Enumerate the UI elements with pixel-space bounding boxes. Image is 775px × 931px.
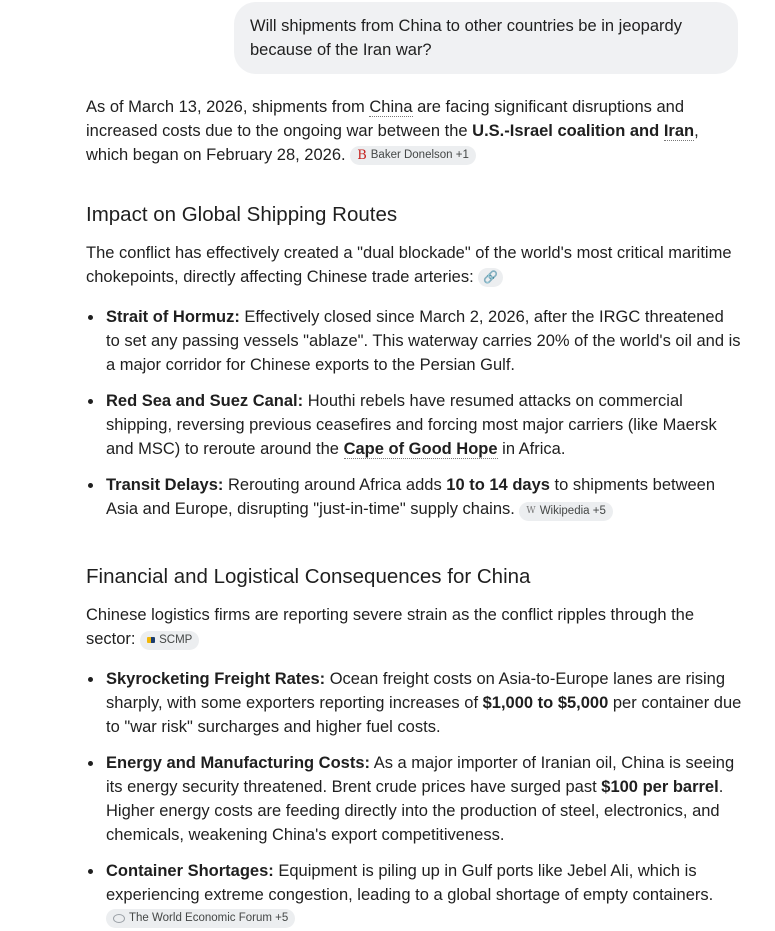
list-item xyxy=(86,305,742,377)
bullet-bold: 10 to 14 days xyxy=(446,476,550,494)
bullet-text: in Africa. xyxy=(497,440,566,458)
bullet-text: per container due to "war risk" surcharges and higher fuel costs. xyxy=(106,694,742,736)
link-icon: 🔗 xyxy=(483,270,499,284)
source-chip-label: The World Economic Forum +5 xyxy=(129,912,289,924)
section-heading-financial-consequences: Financial and Logistical Consequences for China xyxy=(86,565,531,588)
bullet-text: As a major importer of Iranian oil, China is seeing its energy security threatened. Brent crude prices have surged past xyxy=(106,754,735,796)
bullet-text: to shipments between Asia and Europe, disrupting "just-in-time" supply chains. xyxy=(106,476,716,518)
bullet-title: Strait of Hormuz: xyxy=(106,308,240,326)
list-item xyxy=(86,389,742,461)
source-chip-wikipedia[interactable] xyxy=(519,502,612,521)
bullet-text: Houthi rebels have resumed attacks on commercial shipping, reversing previous ceasefires and forcing most major carriers (like Maersk and MSC) to reroute around the xyxy=(106,392,717,458)
source-chip-world-economic-forum[interactable] xyxy=(106,909,295,928)
bullet-title: Container Shortages: xyxy=(106,862,274,880)
list-item xyxy=(86,667,742,739)
bullet-bold: $1,000 to $5,000 xyxy=(482,694,609,712)
iran-link[interactable]: Iran xyxy=(663,122,695,140)
source-chip-label: Baker Donelson +1 xyxy=(370,149,469,161)
user-message-bubble xyxy=(234,2,738,74)
section2-lead xyxy=(86,603,742,651)
list-item xyxy=(86,751,742,847)
coalition-bold: U.S.-Israel coalition and xyxy=(472,122,664,140)
wikipedia-icon: W xyxy=(526,506,536,516)
source-chip-scmp[interactable] xyxy=(140,631,199,650)
baker-donelson-icon: B xyxy=(357,148,367,163)
bullet-title: Red Sea and Suez Canal: xyxy=(106,392,304,410)
source-chip-link[interactable] xyxy=(478,268,503,287)
section2-lead-text: Chinese logistics firms are reporting severe strain as the conflict ripples through the sector: xyxy=(86,606,695,648)
section1-lead-text: The conflict has effectively created a "dual blockade" of the world's most critical maritime chokepoints, directly affecting Chinese trade arteries: xyxy=(86,244,732,286)
scmp-icon xyxy=(147,637,155,643)
bullet-title: Energy and Manufacturing Costs: xyxy=(106,754,371,772)
intro-paragraph xyxy=(86,95,742,167)
bullet-title: Transit Delays: xyxy=(106,476,224,494)
bullet-text: Effectively closed since March 2, 2026, after the IRGC threatened to set any passing vessels "ablaze". This waterway carries 20% of the world's oil and is a major corridor for Chinese exports to the Persian Gulf. xyxy=(106,308,741,374)
user-message-text: Will shipments from China to other countries be in jeopardy because of the Iran war? xyxy=(250,17,682,59)
section-heading-shipping-routes: Impact on Global Shipping Routes xyxy=(86,203,398,226)
shipping-routes-list xyxy=(86,305,742,521)
financial-consequences-list xyxy=(86,667,742,931)
bullet-text: . Higher energy costs are feeding directly into the production of steel, electronics, and chemicals, weakening China's export competitiveness. xyxy=(106,778,724,844)
bullet-bold: $100 per barrel xyxy=(601,778,719,796)
bullet-text: Rerouting around Africa adds xyxy=(223,476,447,494)
source-chip-label: SCMP xyxy=(159,633,193,646)
bullet-title: Skyrocketing Freight Rates: xyxy=(106,670,326,688)
list-item xyxy=(86,473,742,521)
assistant-response xyxy=(86,95,742,931)
list-item xyxy=(86,859,742,931)
source-chip-label: Wikipedia +5 xyxy=(539,505,606,517)
intro-text: , which began on February 28, 2026. xyxy=(86,122,699,164)
bullet-text: Equipment is piling up in Gulf ports like Jebel Ali, which is experiencing extreme congestion, leading to a global shortage of empty containers. xyxy=(106,862,714,904)
intro-text: are facing significant disruptions and increased costs due to the ongoing war between the xyxy=(86,98,685,140)
bullet-text: Ocean freight costs on Asia-to-Europe lanes are rising sharply, with some exporters reporting increases of xyxy=(106,670,726,712)
world-economic-forum-icon xyxy=(113,914,125,923)
intro-text: As of March 13, 2026, shipments from xyxy=(86,98,370,116)
source-chip-baker-donelson[interactable] xyxy=(350,146,476,165)
section1-lead xyxy=(86,241,742,289)
china-link[interactable]: China xyxy=(369,98,413,116)
cape-of-good-hope-link[interactable]: Cape of Good Hope xyxy=(343,440,498,458)
